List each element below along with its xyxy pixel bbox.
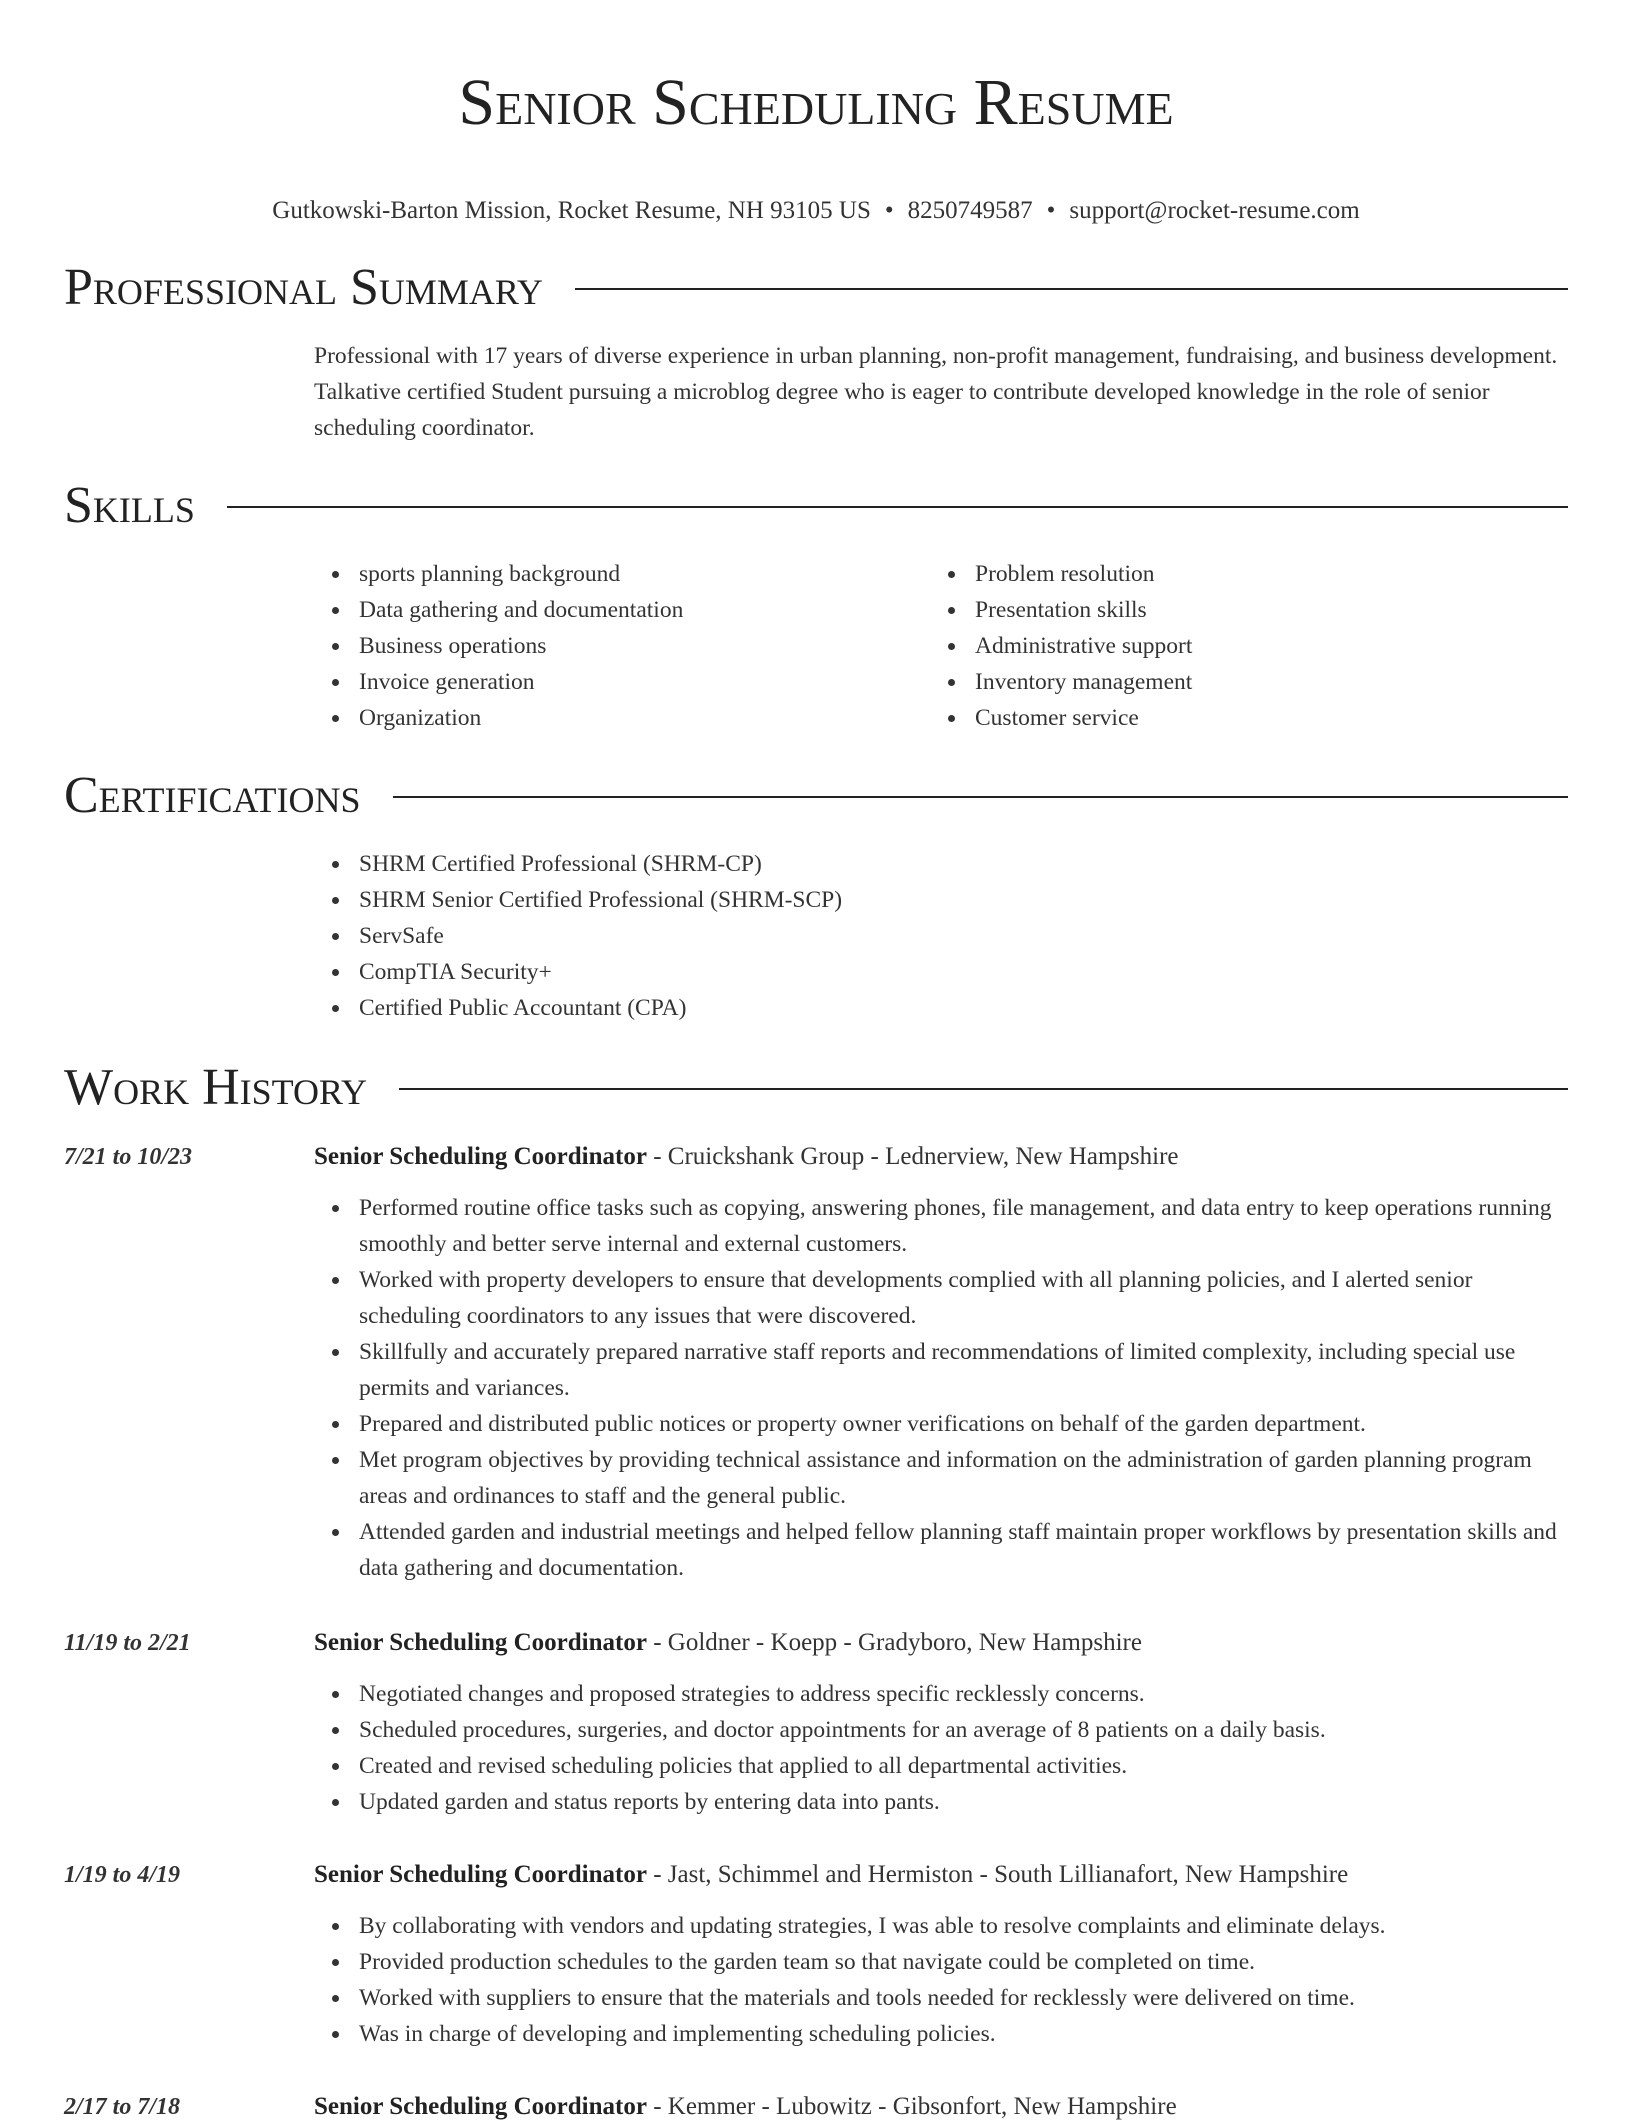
job-entry [64,1140,1570,1586]
duty-item: Provided production schedules to the garden team so that navigate could be completed on time. [359,1944,1570,1980]
certification-item: SHRM Senior Certified Professional (SHRM-SCP) [359,882,1570,918]
skill-item: Organization [359,700,930,736]
separator: • [1046,197,1056,224]
section-title: Work History [64,1059,368,1116]
job-dates: 11/19 to 2/21 [64,1630,191,1656]
skill-item: Customer service [975,700,1546,736]
duty-item: Attended garden and industrial meetings and helped fellow planning staff maintain proper workflows by presentation skills and data gathering and documentation. [359,1514,1570,1586]
duty-item: Was in charge of developing and implementing scheduling policies. [359,2016,1570,2052]
section-title: Certifications [64,767,361,824]
duty-item: Worked with property developers to ensure that developments complied with all planning policies, and I alerted senior scheduling coordinators to any issues that were discovered. [359,1262,1570,1334]
job-title-line [314,1858,1348,1892]
job-title: Senior Scheduling Coordinator [314,1143,647,1170]
job-entry [64,1626,1570,1820]
job-header [64,2090,1570,2124]
skills-column-right [930,556,1546,736]
job-company-location: - Goldner - Koepp - Gradyboro, New Hampshire [646,1629,1142,1656]
duty-item: By collaborating with vendors and updating strategies, I was able to resolve complaints and eliminate delays. [359,1908,1570,1944]
section-heading-certifications [64,766,1568,826]
section-heading-work-history [64,1058,1568,1118]
job-dates: 1/19 to 4/19 [64,1862,181,1888]
skills-list-right [930,556,1546,736]
skill-item: Administrative support [975,628,1546,664]
job-title: Senior Scheduling Coordinator [314,2093,647,2120]
job-header [64,1626,1570,1660]
section-divider [393,796,1568,798]
job-title: Senior Scheduling Coordinator [314,1629,647,1656]
job-company-location: - Kemmer - Lubowitz - Gibsonfort, New Hampshire [646,2093,1177,2120]
duty-item: Created and revised scheduling policies that applied to all departmental activities. [359,1748,1570,1784]
skills-column-left [314,556,930,736]
duty-item: Worked with suppliers to ensure that the materials and tools needed for recklessly were delivered on time. [359,1980,1570,2016]
job-title-line [314,2090,1177,2124]
job-dates: 7/21 to 10/23 [64,1144,193,1170]
job-title-line [314,1140,1179,1174]
separator: • [884,197,894,224]
contact-line [0,196,1632,226]
duty-item: Met program objectives by providing technical assistance and information on the administration of garden planning program areas and ordinances to staff and the general public. [359,1442,1570,1514]
skill-item: sports planning background [359,556,930,592]
section-title: Skills [64,477,195,534]
section-heading-summary [64,258,1568,318]
duty-item: Skillfully and accurately prepared narrative staff reports and recommendations of limited complexity, including special use permits and variances. [359,1334,1570,1406]
skills-list [314,556,1570,736]
duty-item: Performed routine office tasks such as copying, answering phones, file management, and data entry to keep operations running smoothly and better serve internal and external customers. [359,1190,1570,1262]
duty-item: Updated garden and status reports by entering data into pants. [359,1784,1570,1820]
resume-header [0,58,1632,226]
job-header [64,1140,1570,1174]
job-header [64,1858,1570,1892]
skill-item: Presentation skills [975,592,1546,628]
section-divider [575,288,1568,290]
certification-item: ServSafe [359,918,1570,954]
job-duties [314,1676,1570,1820]
skill-item: Problem resolution [975,556,1546,592]
resume-title: Senior Scheduling Resume [458,66,1174,139]
skill-item: Invoice generation [359,664,930,700]
certification-item: CompTIA Security+ [359,954,1570,990]
job-dates: 2/17 to 7/18 [64,2094,181,2120]
job-duties [314,1190,1570,1586]
certification-item: Certified Public Accountant (CPA) [359,990,1570,1026]
job-duties [314,1908,1570,2052]
section-title: Professional Summary [64,259,543,316]
email-address: support@rocket-resume.com [1069,197,1360,224]
job-company-location: - Cruickshank Group - Lednerview, New Hampshire [646,1143,1179,1170]
certifications-list [314,846,1570,1026]
duty-item: Negotiated changes and proposed strategies to address specific recklessly concerns. [359,1676,1570,1712]
job-entry [64,2090,1570,2124]
phone-number: 8250749587 [907,197,1033,224]
section-heading-skills [64,476,1568,536]
duty-item: Scheduled procedures, surgeries, and doctor appointments for an average of 8 patients on a daily basis. [359,1712,1570,1748]
skill-item: Business operations [359,628,930,664]
skill-item: Data gathering and documentation [359,592,930,628]
duty-item: Prepared and distributed public notices or property owner verifications on behalf of the garden department. [359,1406,1570,1442]
job-company-location: - Jast, Schimmel and Hermiston - South Lillianafort, New Hampshire [646,1861,1349,1888]
section-divider [399,1088,1568,1090]
address: Gutkowski-Barton Mission, Rocket Resume, NH 93105 US [272,197,871,224]
certifications-block [314,846,1570,1026]
skill-item: Inventory management [975,664,1546,700]
certification-item: SHRM Certified Professional (SHRM-CP) [359,846,1570,882]
job-title-line [314,1626,1142,1660]
section-divider [227,506,1568,508]
skills-list-left [314,556,930,736]
job-title: Senior Scheduling Coordinator [314,1861,647,1888]
job-entry [64,1858,1570,2052]
summary-text: Professional with 17 years of diverse experience in urban planning, non-profit management, fundraising, and business development. Talkative certified Student pursuing a microblog degree who is eager to contribute developed knowledge in the role of senior scheduling coordinator. [314,343,1558,441]
